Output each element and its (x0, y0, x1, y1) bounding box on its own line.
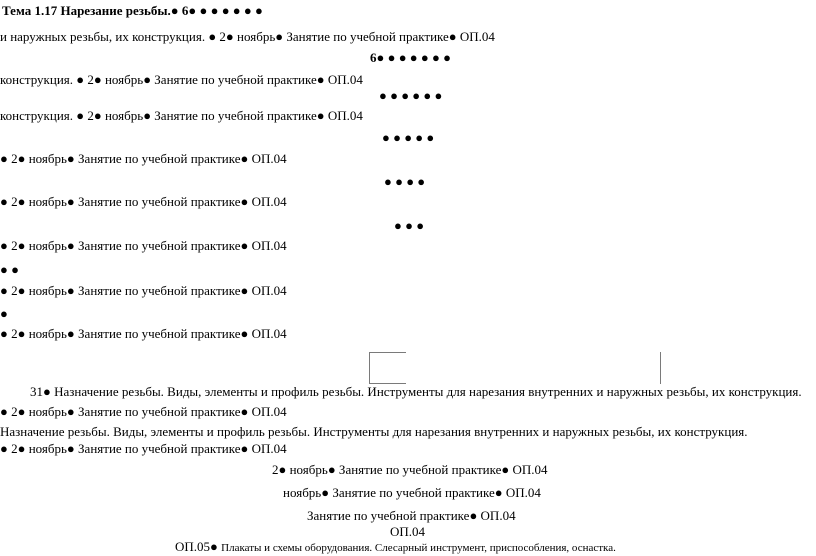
bullet-row: ● ● ● ● (384, 174, 426, 189)
bullet-row: ● ● ● (394, 218, 425, 233)
bullet-row: ● ● (0, 262, 19, 277)
text-line: ● 2● ноябрь● Занятие по учебной практике● ОП.04 (0, 441, 287, 456)
text-line: ноябрь● Занятие по учебной практике● ОП.04 (283, 485, 541, 500)
text-line: ● 2● ноябрь● Занятие по учебной практике● ОП.04 (0, 326, 287, 341)
table-rule (369, 352, 370, 384)
text-line: ● 2● ноябрь● Занятие по учебной практике● ОП.04 (0, 194, 287, 209)
text-line: ОП.04 (390, 524, 426, 539)
text-line: ● 2● ноябрь● Занятие по учебной практике● ОП.04 (0, 238, 287, 253)
bullet-row: ● (0, 306, 8, 321)
table-rule (369, 352, 406, 353)
text-line: конструкция. ● 2● ноябрь● Занятие по учебной практике● ОП.04 (0, 108, 363, 123)
text-line: Занятие по учебной практике● ОП.04 (307, 508, 516, 523)
bullet-row: ● ● ● ● ● ● (379, 88, 443, 103)
lesson-row: 31● Назначение резьбы. Виды, элементы и профиль резьбы. Инструменты для нарезания внутренних и наружных резьбы, их конструкция. (30, 384, 802, 399)
bullet-row: ● ● ● ● ● (382, 130, 435, 145)
text-line: ● 2● ноябрь● Занятие по учебной практике● ОП.04 (0, 283, 287, 298)
text-line: ● 2● ноябрь● Занятие по учебной практике● ОП.04 (0, 404, 287, 419)
table-rule (660, 352, 661, 384)
text-line: Назначение резьбы. Виды, элементы и профиль резьбы. Инструменты для нарезания внутренних и наружных резьбы, их конструкция. (0, 424, 748, 439)
text-line: 2● ноябрь● Занятие по учебной практике● ОП.04 (272, 462, 548, 477)
topic-title: Тема 1.17 Нарезание резьбы.● 6● ● ● ● ● ● ● (2, 3, 263, 18)
text-line (175, 539, 616, 556)
course-code: ОП.05● (175, 539, 218, 554)
resources-text: Плакаты и схемы оборудования. Слесарный инструмент, приспособления, оснастка. (221, 542, 616, 554)
text-line: ● 2● ноябрь● Занятие по учебной практике● ОП.04 (0, 151, 287, 166)
text-line: конструкция. ● 2● ноябрь● Занятие по учебной практике● ОП.04 (0, 72, 363, 87)
bullet-row: 6● ● ● ● ● ● ● (370, 50, 451, 65)
text-line: и наружных резьбы, их конструкция. ● 2● ноябрь● Занятие по учебной практике● ОП.04 (0, 29, 495, 44)
